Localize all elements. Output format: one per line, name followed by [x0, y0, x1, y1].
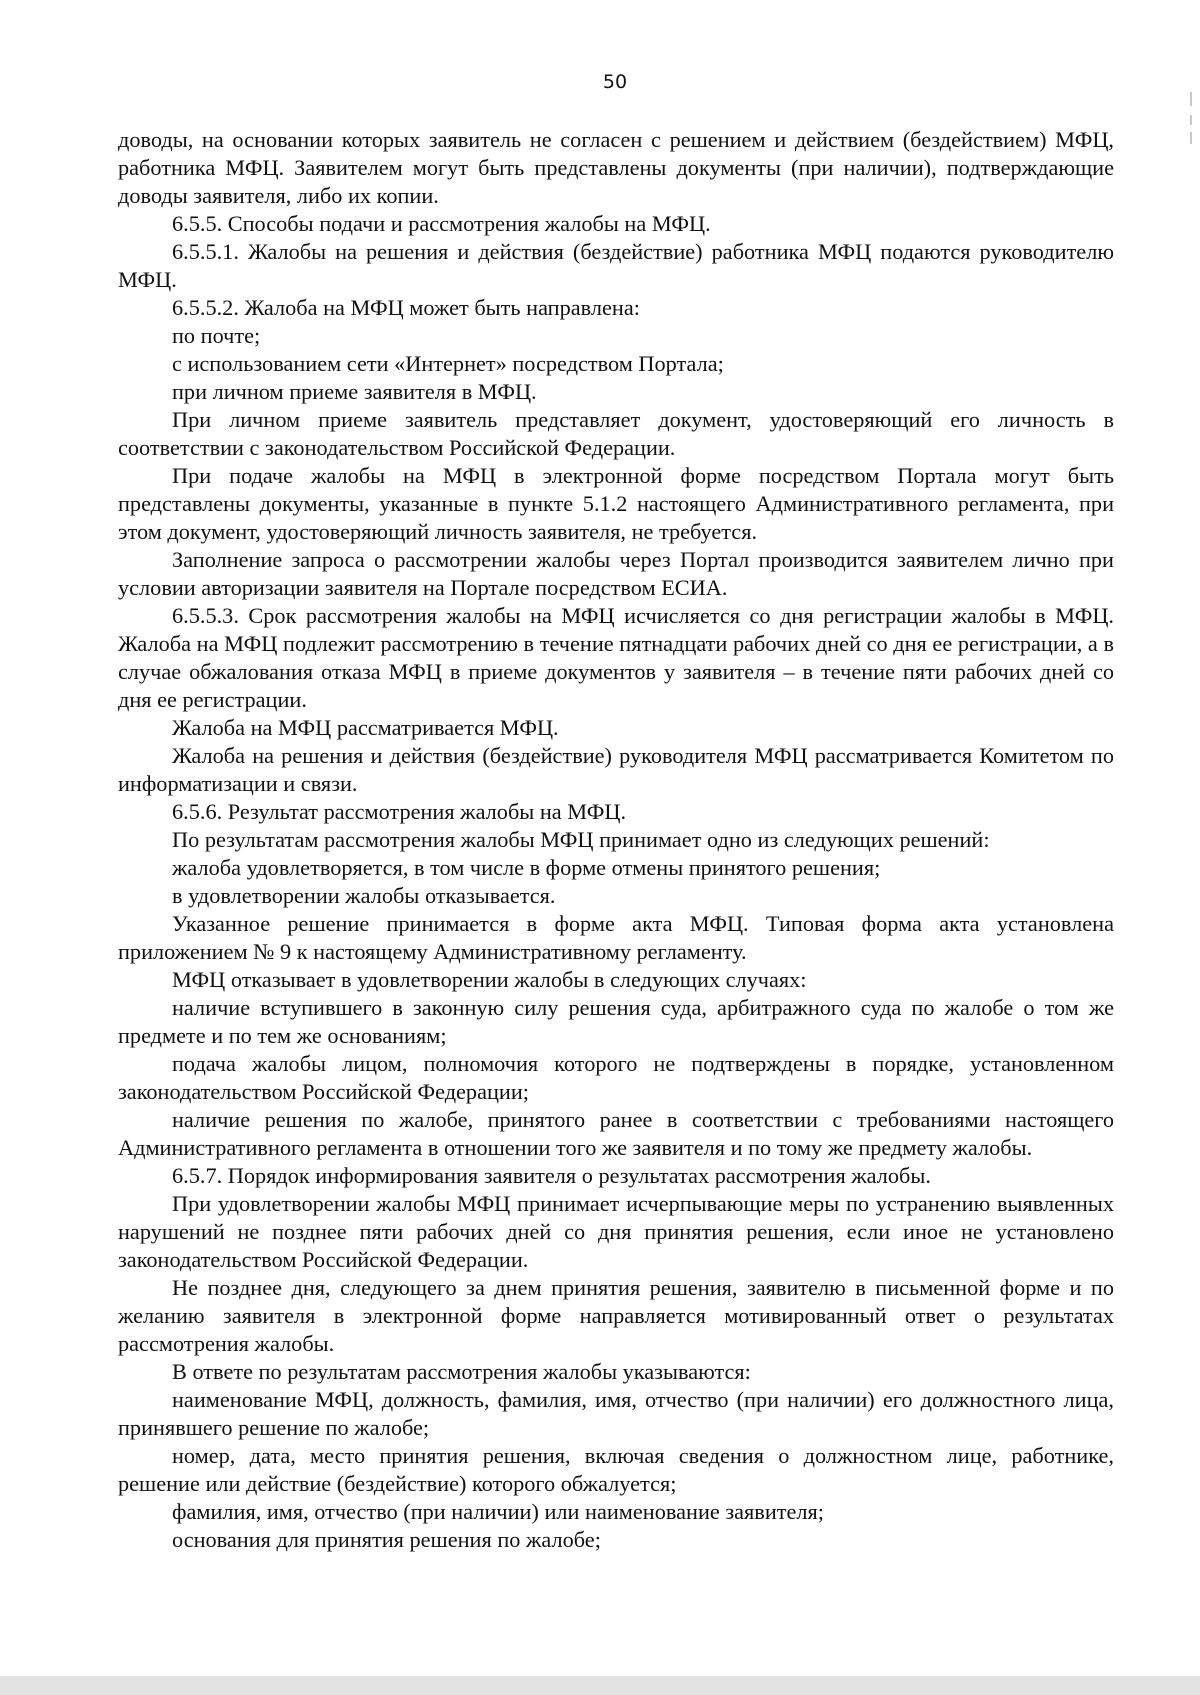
- list-item: при личном приеме заявителя в МФЦ.: [172, 379, 537, 404]
- section-heading: 6.5.7. Порядок информирования заявителя о результатах рассмотрения жалобы.: [172, 1163, 931, 1188]
- scan-artifact: [1190, 115, 1192, 125]
- paragraph: По результатам рассмотрения жалобы МФЦ принимает одно из следующих решений:: [172, 827, 990, 852]
- list-item: фамилия, имя, отчество (при наличии) или наименование заявителя;: [172, 1499, 824, 1524]
- list-item: наличие решения по жалобе, принятого ранее в соответствии с требованиями настоящего Административного регламента в отношении того же заявителя и по тому же предмету жалобы.: [118, 1107, 1114, 1160]
- section-heading: 6.5.6. Результат рассмотрения жалобы на МФЦ.: [172, 799, 627, 824]
- list-item: в удовлетворении жалобы отказывается.: [172, 883, 556, 908]
- document-body: [118, 126, 1114, 1554]
- list-item: с использованием сети «Интернет» посредством Портала;: [172, 351, 724, 376]
- paragraph: Указанное решение принимается в форме акта МФЦ. Типовая форма акта установлена приложением № 9 к настоящему Административному регламенту.: [118, 911, 1114, 964]
- paragraph: При удовлетворении жалобы МФЦ принимает исчерпывающие меры по устранению выявленных нарушений не позднее пяти рабочих дней со дня принятия решения, если иное не установлено законодательством Российской Федерации.: [118, 1191, 1114, 1272]
- paragraph: доводы, на основании которых заявитель не согласен с решением и действием (бездействием) МФЦ, работника МФЦ. Заявителем могут быть представлены документы (при наличии), подтверждающие доводы заявителя, либо их копии.: [118, 127, 1114, 208]
- section-heading: 6.5.5. Способы подачи и рассмотрения жалобы на МФЦ.: [172, 211, 711, 236]
- paragraph: Жалоба на МФЦ рассматривается МФЦ.: [172, 715, 559, 740]
- paragraph: Заполнение запроса о рассмотрении жалобы через Портал производится заявителем лично при условии авторизации заявителя на Портале посредством ЕСИА.: [118, 547, 1114, 600]
- list-item: основания для принятия решения по жалобе;: [172, 1527, 601, 1552]
- paragraph: При подаче жалобы на МФЦ в электронной форме посредством Портала могут быть представлены документы, указанные в пункте 5.1.2 настоящего Административного регламента, при этом документ, удостоверяющий личность заявителя, не требуется.: [118, 463, 1114, 544]
- paragraph: Не позднее дня, следующего за днем принятия решения, заявителю в письменной форме и по желанию заявителя в электронной форме направляется мотивированный ответ о результатах рассмотрения жалобы.: [118, 1275, 1114, 1356]
- scan-artifact: [1190, 132, 1192, 144]
- list-item: жалоба удовлетворяется, в том числе в форме отмены принятого решения;: [172, 855, 881, 880]
- page-number: 50: [602, 71, 628, 93]
- scan-bottom-edge: [0, 1676, 1200, 1695]
- paragraph: 6.5.5.3. Срок рассмотрения жалобы на МФЦ исчисляется со дня регистрации жалобы в МФЦ. Жалоба на МФЦ подлежит рассмотрению в течение пятнадцати рабочих дней со дня ее регистрации, а в случае обжалования отказа МФЦ в приеме документов у заявителя – в течение пяти рабочих дней со дня ее регистрации.: [118, 603, 1114, 712]
- list-item: подача жалобы лицом, полномочия которого не подтверждены в порядке, установленном законодательством Российской Федерации;: [118, 1051, 1114, 1104]
- paragraph: 6.5.5.1. Жалобы на решения и действия (бездействие) работника МФЦ подаются руководителю МФЦ.: [118, 239, 1114, 292]
- paragraph: При личном приеме заявитель представляет документ, удостоверяющий его личность в соответствии с законодательством Российской Федерации.: [118, 407, 1114, 460]
- paragraph: Жалоба на решения и действия (бездействие) руководителя МФЦ рассматривается Комитетом по информатизации и связи.: [118, 743, 1114, 796]
- paragraph: 6.5.5.2. Жалоба на МФЦ может быть направлена:: [172, 295, 640, 320]
- scan-artifact: [1190, 92, 1192, 106]
- list-item: наличие вступившего в законную силу решения суда, арбитражного суда по жалобе о том же предмете и по тем же основаниям;: [118, 995, 1114, 1048]
- list-item: наименование МФЦ, должность, фамилия, имя, отчество (при наличии) его должностного лица, принявшего решение по жалобе;: [118, 1387, 1114, 1440]
- list-item: номер, дата, место принятия решения, включая сведения о должностном лице, работнике, решение или действие (бездействие) которого обжалуется;: [118, 1443, 1114, 1496]
- paragraph: В ответе по результатам рассмотрения жалобы указываются:: [172, 1359, 751, 1384]
- paragraph: МФЦ отказывает в удовлетворении жалобы в следующих случаях:: [172, 967, 807, 992]
- list-item: по почте;: [172, 323, 261, 348]
